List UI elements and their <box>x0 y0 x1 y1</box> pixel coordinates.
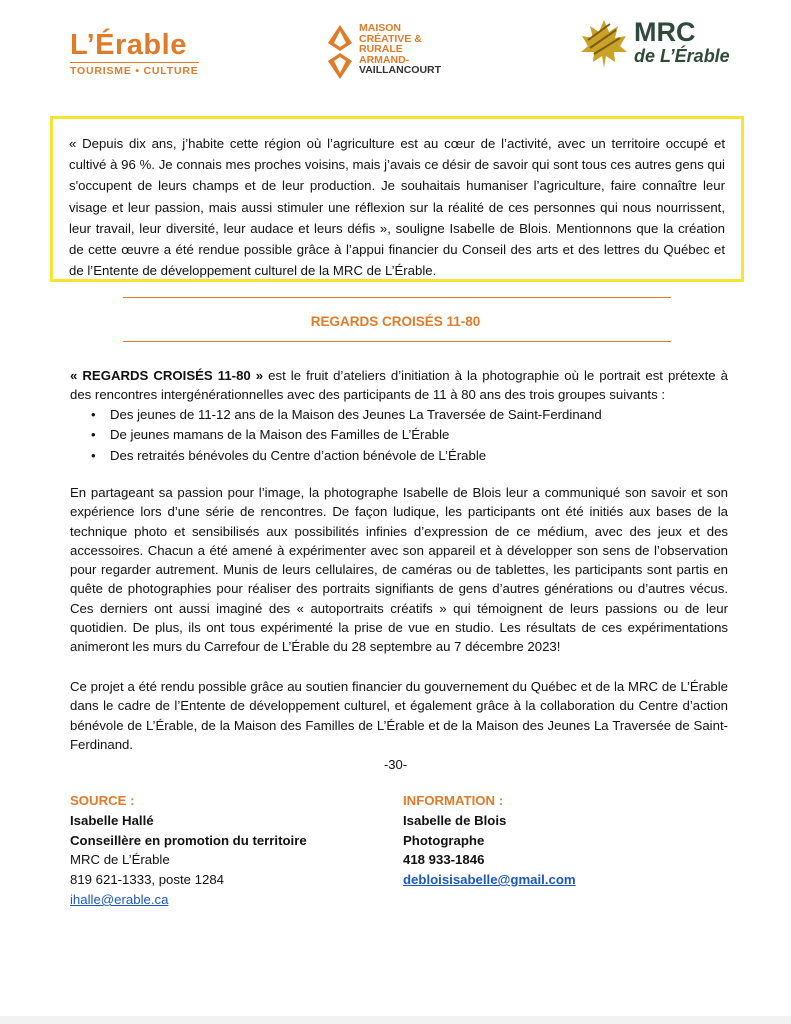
mrc-logo-text <box>634 17 730 68</box>
paragraph-text: Ce projet a été rendu possible grâce au soutien financier du gouvernement du Québec et de la MRC de L’Érable dans le cadre de l’Entente de développement culturel, et également grâce à la collaboration du Centre d’action bénévole de L’Érable, de la Maison des Familles de L’Érable et de la Maison des Jeunes La Traversée de Saint-Ferdinand. <box>70 679 728 752</box>
mrc-erable-logo <box>580 18 730 70</box>
maison-line: ARMAND- <box>359 53 410 66</box>
quote-box <box>50 116 744 282</box>
paragraph-workshops <box>70 483 728 657</box>
erable-tourisme-logo <box>70 30 199 77</box>
list-item-text: Des jeunes de 11-12 ans de la Maison des Jeunes La Traversée de Saint-Ferdinand <box>110 406 602 422</box>
section-divider-bottom <box>123 341 671 342</box>
participant-groups-list <box>70 405 728 467</box>
maison-line: VAILLANCOURT <box>359 64 442 76</box>
source-email-link[interactable]: ihalle@erable.ca <box>70 891 169 907</box>
quote-text: « Depuis dix ans, j’habite cette région où l’agriculture est au cœur de l’activité, avec un territoire occupé et cultivé à 96 %. Je connais mes proches voisins, mais j’avais ce désir de savoir qui sont tous ces autres gens qui s'occupent de leurs champs et de leur production. Je souhaitais humaniser l’agriculture, faire connaître leur visage et leur passion, mais aussi stimuler une réflexion sur la réalité de ces personnes qui nous nourrissent, leur travail, leur diversité, leur audace et leurs défis », souligne Isabelle de Blois. Mentionnons que la création de cette œuvre a été rendue possible grâce à l’appui financier du Conseil des arts et des lettres du Québec et de l’Entente de développement culturel de la MRC de L’Érable. <box>69 136 725 279</box>
information-email-link[interactable]: debloisisabelle@gmail.com <box>403 872 576 888</box>
section-divider-top <box>123 297 671 298</box>
intro-paragraph <box>70 366 728 405</box>
information-title: Photographe <box>403 832 485 848</box>
maison-creative-logo <box>327 23 441 81</box>
list-item-text: De jeunes mamans de la Maison des Familles de L’Érable <box>110 427 450 443</box>
mrc-logo-line1: MRC <box>634 17 696 47</box>
source-label: SOURCE : <box>70 793 135 808</box>
intro-bold-title: « REGARDS CROISÉS 11-80 » <box>70 368 264 383</box>
source-name: Isabelle Hallé <box>70 812 154 828</box>
paragraph-funding <box>70 677 728 754</box>
source-title: Conseillère en promotion du territoire <box>70 832 307 848</box>
list-item <box>70 446 728 467</box>
maple-leaf-icon <box>580 18 628 70</box>
mrc-logo-line2: de L’Érable <box>634 46 730 66</box>
logo-bar <box>0 18 791 88</box>
maison-line: RURALE <box>359 43 403 55</box>
intro-block <box>70 366 728 466</box>
end-marker: -30- <box>383 757 408 772</box>
information-name: Isabelle de Blois <box>403 812 507 828</box>
intro-text: est le fruit d’ateliers d’initiation à la photographie où le portrait est prétexte à des rencontres intergénérationnelles avec des participants de 11 à 80 ans des trois groupes suivants : <box>70 368 729 403</box>
source-org: MRC de L’Érable <box>70 852 170 868</box>
list-item <box>70 405 728 426</box>
section-title: REGARDS CROISÉS 11-80 <box>310 314 481 329</box>
source-phone: 819 621-1333, poste 1284 <box>70 872 224 888</box>
information-contact <box>403 791 576 890</box>
paragraph-text: En partageant sa passion pour l’image, la photographe Isabelle de Blois leur a communiqué son savoir et son expérience lors d’une série de rencontres. De façon ludique, les participants ont été initiés aux bases de la technique photo et sensibilisés aux possibilités infinies d’expression de ce médium, avec des jeux et des accessoires. Chacun a été amené à expérimenter avec son appareil et à développer son sens de l’observation pour regarder autrement. Munis de leurs cellulaires, de caméras ou de tablettes, les participants sont partis en quête de photographies pour réaliser des portraits signifiants de gens d’autres générations ou d’autres vécus. Ces derniers ont aussi imaginé des « autoportraits créatifs » qui témoignent de leurs passions ou de leur quotidien. De plus, ils ont tous expérimenté la prise de vue en studio. Les résultats de ces expérimentations animeront les murs du Carrefour de L’Érable du 28 septembre au 7 décembre 2023! <box>70 485 728 655</box>
erable-logo-wordmark: L’Érable <box>70 29 187 61</box>
erable-logo-tagline: TOURISME • CULTURE <box>70 62 199 77</box>
list-item <box>70 425 728 446</box>
maison-creative-text <box>359 23 441 76</box>
maison-creative-icon <box>327 23 353 81</box>
information-phone: 418 933-1846 <box>403 852 485 868</box>
source-contact <box>70 791 307 910</box>
information-label: INFORMATION : <box>403 793 504 808</box>
maison-line: CRÉATIVE & <box>359 32 422 45</box>
list-item-text: Des retraités bénévoles du Centre d’action bénévole de L’Érable <box>110 447 487 463</box>
maison-line: MAISON <box>359 22 401 34</box>
